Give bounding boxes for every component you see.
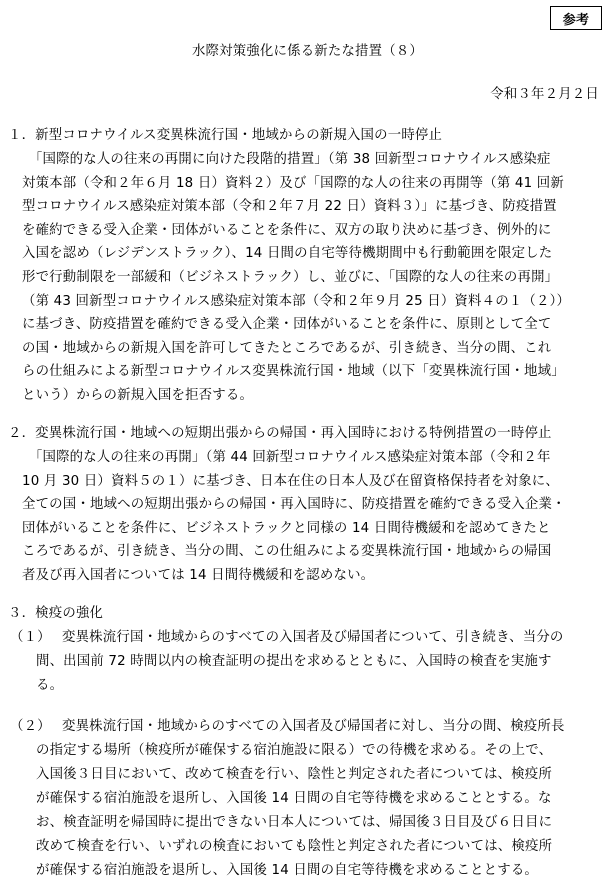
section-2-body bbox=[22, 446, 607, 588]
section-2-line: 10 月 30 日）資料５の１）に基づき、日本在住の日本人及び在留資格保持者を対象に、 bbox=[22, 473, 559, 489]
reference-badge: 参考 bbox=[550, 6, 602, 30]
subsection-1-line: る。 bbox=[36, 678, 64, 693]
section-1-heading: １．新型コロナウイルス変異株流行国・地域からの新規入国の一時停止 bbox=[8, 128, 443, 143]
section-2-line: 者及び再入国者については 14 日間待機緩和を認めない。 bbox=[22, 567, 375, 583]
document-date: 令和３年２月２日 bbox=[490, 87, 599, 102]
section-2-line: 団体がいることを条件に、ビジネストラックと同様の 14 日間待機緩和を認めてきたと bbox=[22, 520, 551, 536]
section-2-line: 全ての国・地域への短期出張からの帰国・再入国時に、防疫措置を確約できる受入企業・ bbox=[22, 497, 566, 513]
section-1-line: 対策本部（令和２年６月 18 日）資料２）及び「国際的な人の往来の再開等（第 41 回新 bbox=[22, 175, 564, 191]
subsection-1-body bbox=[36, 650, 606, 698]
section-1-line: に基づき、防疫措置を確約できる受入企業・団体がいることを条件に、原則として全て bbox=[22, 317, 552, 333]
subsection-1-number: （１） bbox=[10, 630, 51, 645]
section-2-line: 「国際的な人の往来の再開」（第 44 回新型コロナウイルス感染症対策本部（令和２年 bbox=[22, 450, 551, 465]
section-2-heading: ２．変異株流行国・地域への短期出張からの帰国・再入国時における特例措置の一時停止 bbox=[8, 426, 552, 441]
section-1-line: （第 43 回新型コロナウイルス感染症対策本部（令和２年９月 25 日）資料４の１（２）） bbox=[22, 293, 571, 309]
section-1-line: という）からの新規入国を拒否する。 bbox=[22, 387, 254, 403]
section-1-line: の国・地域からの新規入国を許可してきたところであるが、引き続き、当分の間、これ bbox=[22, 340, 552, 356]
section-1-line: を確約できる受入企業・団体がいることを条件に、双方の取り決めに基づき、例外的に bbox=[22, 222, 552, 238]
document-title: 水際対策強化に係る新たな措置（８） bbox=[191, 44, 424, 59]
subsection-2-line: の指定する場所（検疫所が確保する宿泊施設に限る）での待機を求める。その上で、 bbox=[36, 743, 553, 758]
subsection-2-number: （２） bbox=[10, 719, 51, 734]
section-1-body bbox=[22, 148, 607, 408]
subsection-2-body bbox=[36, 739, 606, 883]
section-1-line: 「国際的な人の往来の再開に向けた段階的措置」（第 38 回新型コロナウイルス感染症 bbox=[22, 152, 551, 167]
section-1-line: らの仕組みによる新型コロナウイルス変異株流行国・地域（以下「変異株流行国・地域」 bbox=[22, 364, 565, 380]
subsection-1-line: 間、出国前 72 時間以内の検査証明の提出を求めるとともに、入国時の検査を実施す bbox=[36, 654, 552, 669]
subsection-2-line: 入国後３日目において、改めて検査を行い、陰性と判定された者については、検疫所 bbox=[36, 767, 552, 782]
subsection-2-line: お、検査証明を帰国時に提出できない日本人については、帰国後３日目及び６日目に bbox=[36, 815, 553, 830]
subsection-2-line: が確保する宿泊施設を退所し、入国後 14 日間の自宅等待機を求めることとする。な bbox=[36, 791, 552, 806]
section-2-line: ころであるが、引き続き、当分の間、この仕組みによる変異株流行国・地域からの帰国 bbox=[22, 544, 552, 560]
section-1-line: 形で行動制限を一部緩和（ビジネストラック）し、並びに、「国際的な人の往来の再開」 bbox=[22, 269, 559, 285]
subsection-2-first-line: 変異株流行国・地域からのすべての入国者及び帰国者に対し、当分の間、検疫所長 bbox=[62, 719, 565, 734]
subsection-2-line: が確保する宿泊施設を退所し、入国後 14 日間の自宅等待機を求めることとする。 bbox=[36, 863, 539, 878]
subsection-1-first-line: 変異株流行国・地域からのすべての入国者及び帰国者について、引き続き、当分の bbox=[62, 630, 564, 645]
section-1-line: 入国を認め（レジデンストラック）、14 日間の自宅等待機期間中も行動範囲を限定した bbox=[22, 246, 553, 262]
section-3-heading: ３．検疫の強化 bbox=[8, 606, 104, 621]
section-1-line: 型コロナウイルス感染症対策本部（令和２年７月 22 日）資料３）」に基づき、防疫措置 bbox=[22, 199, 557, 215]
subsection-2-line: 改めて検査を行い、いずれの検査においても陰性と判定された者については、検疫所 bbox=[36, 839, 553, 854]
